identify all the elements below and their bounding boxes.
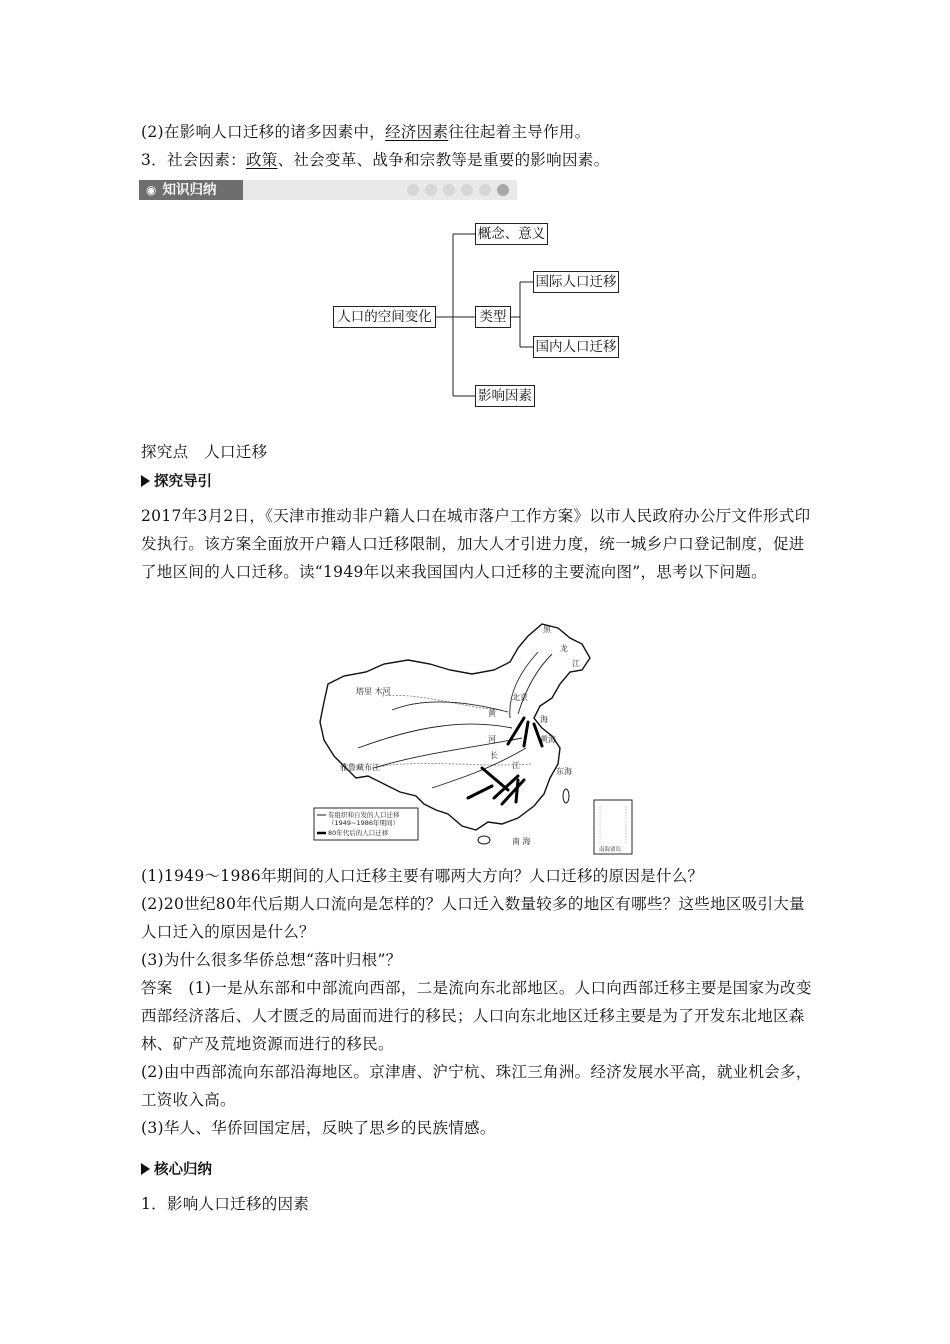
inset-label: 南海诸岛 — [599, 847, 622, 853]
diagram-root-node: 人口的空间变化 — [333, 306, 436, 328]
china-migration-map — [312, 618, 637, 856]
map-label: 雅鲁藏布江 — [340, 763, 380, 772]
map-label: 长 — [490, 751, 498, 760]
legend-note: （1949~1986年期间） — [328, 819, 400, 827]
guide-heading: 探究导引 — [141, 470, 212, 491]
diagram-factors-node: 影响因素 — [475, 385, 535, 407]
intro-paragraph: 2017年3月2日，《天津市推动非户籍人口在城市落户工作方案》以市人民政府办公厅文件形式印发执行。该方案全面放开户籍人口迁移限制，加大人才引进力度，统一城乡户口登记制度，促进了地区间的人口迁移。读“1949年以来我国国内人口迁移的主要流向图”，思考以下问题。 — [141, 507, 811, 581]
answer-3: (3)华人、华侨回国定居，反映了思乡的民族情感。 — [141, 1119, 496, 1137]
play-triangle-icon — [141, 1163, 150, 1175]
underlined-term: 政策 — [245, 151, 278, 169]
map-label: 黄海 — [540, 735, 556, 744]
china-outline — [320, 624, 590, 830]
core-heading: 核心归纳 — [141, 1158, 212, 1179]
text-line-social-factor: 3．社会因素：政策、社会变革、战争和宗教等是重要的影响因素。 — [141, 151, 610, 169]
core-item-1: 1．影响人口迁移的因素 — [141, 1195, 310, 1213]
taiwan-island — [563, 789, 569, 803]
map-label: 海 — [540, 715, 548, 724]
map-label: 江 — [512, 761, 520, 770]
map-label: 河 — [488, 735, 496, 744]
hainan-island — [478, 836, 490, 844]
diagram-connectors — [0, 0, 950, 420]
diagram-domestic-node: 国内人口迁移 — [533, 336, 619, 358]
map-label: 黄 — [488, 709, 496, 718]
diagram-concept-node: 概念、意义 — [475, 223, 548, 245]
diagram-international-node: 国际人口迁移 — [533, 271, 619, 293]
scs-inset — [594, 800, 632, 854]
text-line-economic-factor: (2)在影响人口迁移的诸多因素中，经济因素往往起着主导作用。 — [141, 123, 591, 141]
question-3: (3)为什么很多华侨总想“落叶归根”？ — [141, 951, 402, 969]
map-label: 黑 — [543, 625, 551, 634]
explore-point-title: 探究点 人口迁移 — [141, 443, 268, 461]
legend-item: 80年代后的人口迁移 — [328, 829, 389, 837]
knowledge-summary-label: ◉ 知识归纳 — [139, 180, 243, 200]
underlined-term: 经济因素 — [385, 123, 449, 141]
question-1: (1)1949～1986年期间的人口迁移主要有哪两大方向？人口迁移的原因是什么？ — [141, 867, 704, 885]
diagram-types-node: 类型 — [475, 306, 511, 328]
question-2: (2)20世纪80年代后期人口流向是怎样的？人口迁入数量较多的地区有哪些？这些地区吸引大量人口迁入的原因是什么？ — [141, 895, 805, 941]
target-icon: ◉ — [146, 183, 157, 197]
play-triangle-icon — [141, 475, 150, 487]
map-label: 龙 — [560, 644, 568, 653]
map-label: 江 — [572, 659, 580, 668]
map-label: 东海 — [556, 767, 572, 776]
map-label: 塔里 木河 — [356, 687, 391, 696]
answer-1: 答案 (1)一是从东部和中部流向西部，二是流向东北部地区。人口向西部迁移主要是国家为改变西部经济落后、人才匮乏的局面而进行的移民；人口向东北地区迁移主要是为了开发东北地区森林、矿产及荒地资源而进行的移民。 — [141, 979, 812, 1053]
legend-item: 有组织和自发的人口迁移 — [328, 811, 400, 819]
map-label: 北京 — [512, 693, 528, 702]
answer-2: (2)由中西部流向东部沿海地区。京津唐、沪宁杭、珠江三角洲。经济发展水平高，就业机会多，工资收入高。 — [141, 1063, 812, 1109]
map-label: 南 海 — [512, 837, 531, 846]
